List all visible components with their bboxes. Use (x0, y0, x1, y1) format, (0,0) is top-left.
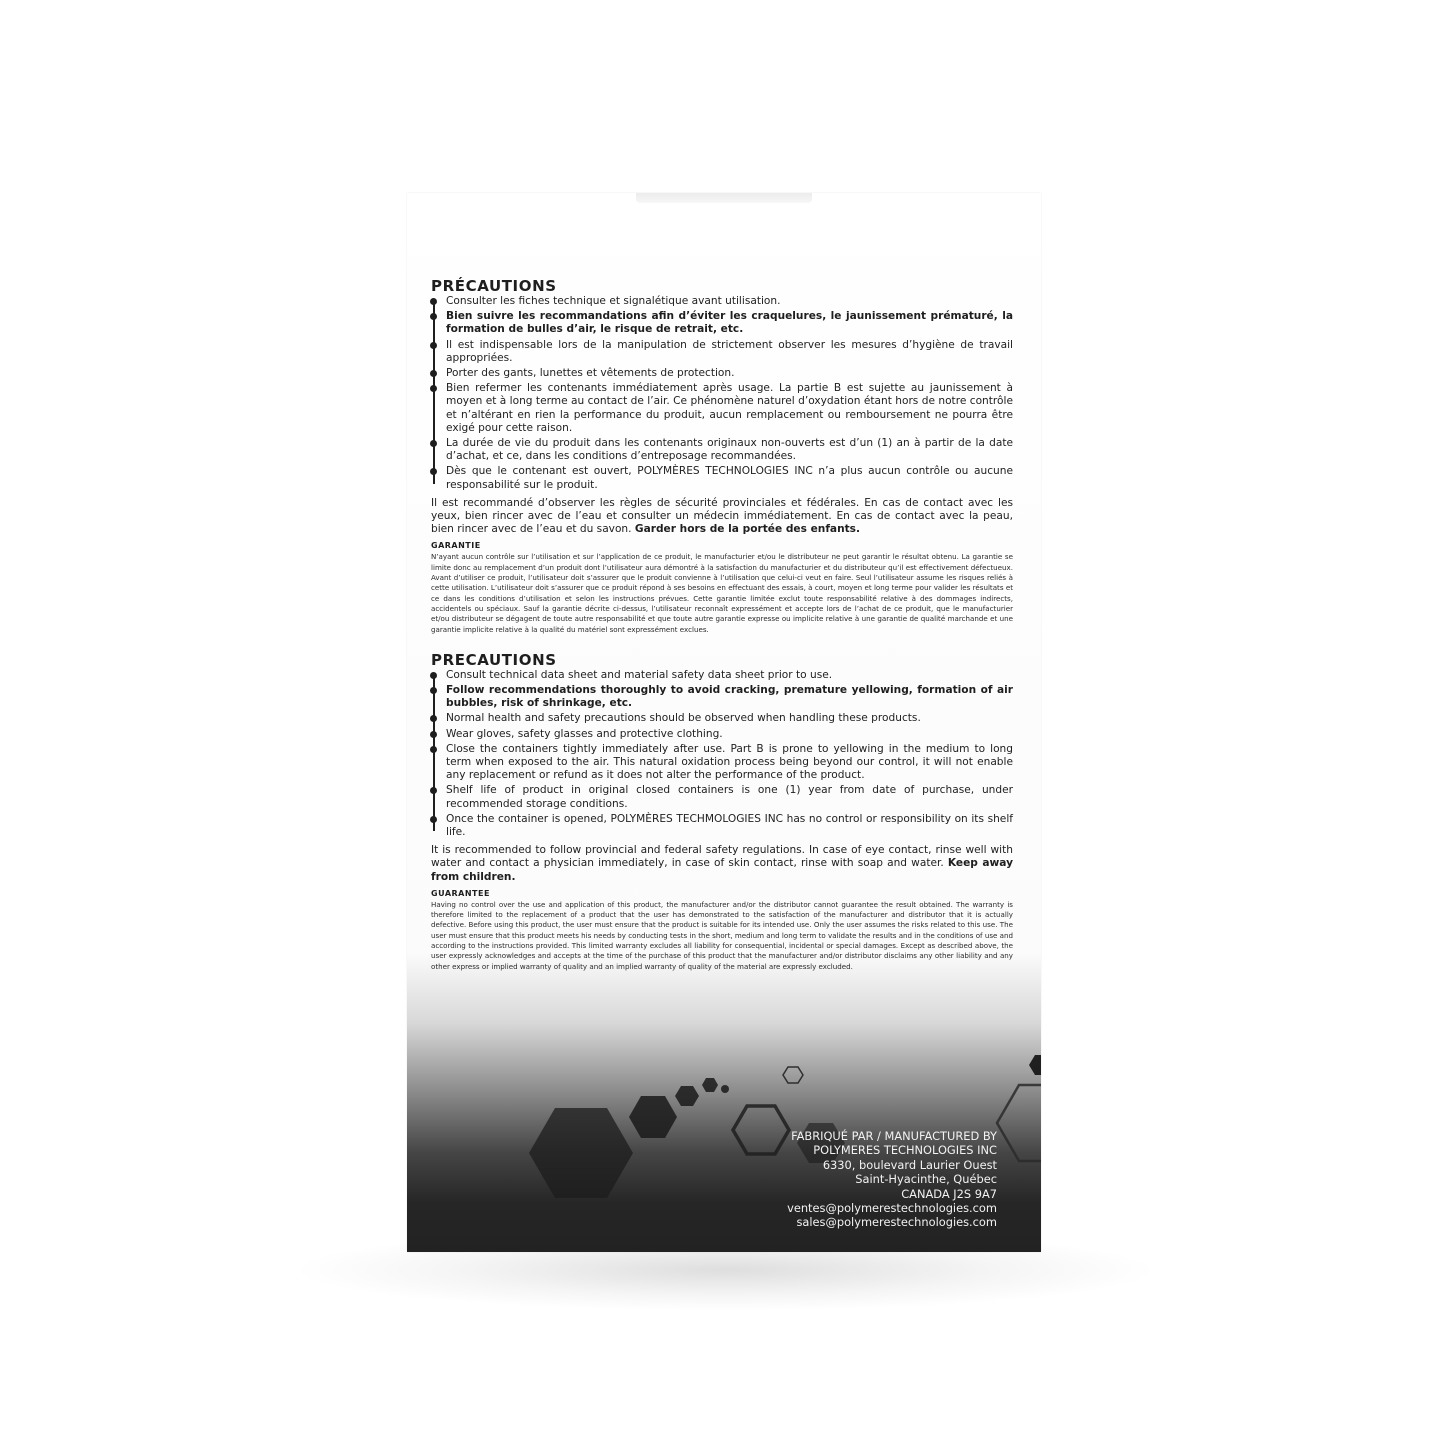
safety-warning-en: Keep away from children. (431, 857, 1014, 883)
manufacturer-company: POLYMERES TECHNOLOGIES INC (813, 1143, 997, 1158)
list-item: Il est indispensable lors de la manipulation de strictement observer les mesures d’hygiène de travail appropriées. (446, 338, 1013, 364)
box-top-tab (636, 193, 812, 203)
list-item: Follow recommendations thoroughly to avoid cracking, premature yellowing, formation of air bubbles, risk of shrinkage, etc. (446, 684, 1013, 710)
list-item: Close the containers tightly immediately after use. Part B is prone to yellowing in the medium to long term when exposed to the air. This natural oxidation process being beyond our control, it will not enable any replacement or refund as it does not alter the performance of the product. (446, 742, 1013, 782)
list-item: Consult technical data sheet and material safety data sheet prior to use. (446, 669, 1013, 682)
list-item: Bien suivre les recommandations afin d’éviter les craquelures, le jaunissement prématuré, la formation de bulles d’air, le risque de retrait, etc. (446, 310, 1013, 336)
list-item: Wear gloves, safety glasses and protective clothing. (446, 728, 1013, 741)
guarantee-title-en: GUARANTEE (431, 888, 490, 898)
list-item: Consulter les fiches technique et signalétique avant utilisation. (446, 295, 1013, 308)
list-item: Dès que le contenant est ouvert, POLYMÈRES TECHNOLOGIES INC n’a plus aucun contrôle ou aucune responsabilité sur le produit. (446, 465, 1013, 491)
manufacturer-address (787, 1129, 997, 1230)
precautions-list-fr (431, 295, 1013, 492)
safety-text-fr: Il est recommandé d’observer les règles de sécurité provinciales et fédérales. En cas de contact avec les yeux, bien rincer avec de l’eau et consulter un médecin immédiatement. En cas de contact avec la peau, bien rincer avec de l’eau et du savon. (431, 496, 1013, 536)
precautions-title-fr: PRÉCAUTIONS (431, 277, 557, 295)
safety-warning-fr: Garder hors de la portée des enfants. (634, 523, 861, 536)
precautions-title-en: PRECAUTIONS (431, 650, 557, 669)
product-box-back (407, 193, 1041, 1252)
list-item: Porter des gants, lunettes et vêtements de protection. (446, 367, 1013, 380)
safety-paragraph-fr (431, 497, 1013, 537)
guarantee-text-en: Having no control over the use and application of this product, the manufacturer and/or the distributor cannot guarantee the result obtained. The warranty is therefore limited to the replacement of a product that the user has demonstrated to the satisfaction of the manufacturer and distributor that it is actually defective. Before using this product, the user must ensure that the product is suitable for its intended use. Only the user assumes the risks related to this use. The user must ensure that this product meets his needs by conducting tests in the short, medium and long term to validate the results and in the conditions of use and according to the instructions provided. This limited warranty excludes all liability for consequential, incidental or special damages. Except as described above, the user expressly acknowledges and accepts at the time of the purchase of this product that the manufacturer and/or distributor disclaims any other liability and any other express or implied warranty of quality and an implied warranty of quality of the material are expressly excluded. (431, 899, 1013, 971)
guarantee-title-fr: GARANTIE (431, 541, 481, 551)
sales-email-en: sales@polymerestechnologies.com (796, 1215, 997, 1230)
sales-email-fr: ventes@polymerestechnologies.com (787, 1201, 997, 1216)
list-item: Shelf life of product in original closed containers is one (1) year from date of purchase, under recommended storage conditions. (446, 784, 1013, 810)
manufacturer-city: Saint-Hyacinthe, Québec (855, 1172, 997, 1187)
label-content (431, 277, 1013, 972)
english-section (431, 651, 1013, 972)
safety-text-en: It is recommended to follow provincial and federal safety regulations. In case of eye contact, rinse well with water and contact a physician immediately, in case of skin contact, rinse with soap and water. (431, 844, 1013, 870)
manufacturer-street: 6330, boulevard Laurier Ouest (822, 1157, 997, 1172)
french-section (431, 277, 1013, 635)
precautions-list-en (431, 669, 1013, 839)
list-item: Once the container is opened, POLYMÈRES TECHMOLOGIES INC has no control or responsibility on its shelf life. (446, 812, 1013, 839)
list-item: La durée de vie du produit dans les contenants originaux non-ouverts est d’un (1) an à partir de la date d’achat, et ce, dans les conditions d’entreposage recommandées. (446, 437, 1013, 463)
manufacturer-country-postal: CANADA J2S 9A7 (901, 1186, 997, 1201)
manufacturer-label: FABRIQUÉ PAR / MANUFACTURED BY (791, 1129, 997, 1143)
list-item: Bien refermer les contenants immédiatement après usage. La partie B est sujette au jaunissement à moyen et à long terme au contact de l’air. Ce phénomène naturel d’oxydation étant hors de notre contrôle et n’altérant en rien la performance du produit, aucun remplacement ou remboursement ne pourra être exigé pour cette raison. (446, 382, 1013, 434)
guarantee-text-fr: N’ayant aucun contrôle sur l’utilisation et sur l’application de ce produit, le manufacturier et/ou le distributeur ne peut garantir le résultat obtenu. La garantie se limite donc au remplacement d’un produit dont l’utilisateur aura démontré à la satisfaction du manufacturier et du distributeur qu’il est effectivement défectueux. Avant d’utiliser ce produit, l’utilisateur doit s’assurer que le produit convienne à l’utilisation que celui-ci veut en faire. Seul l’utilisateur assume les risques reliés à cette utilisation. L’utilisateur doit s’assurer que ce produit répond à ses besoins en effectuant des essais, à court, moyen et long terme pour valider les résultats et ce dans les conditions d’utilisation et selon les instructions prévues. Cette garantie limitée exclut toute responsabilité relative à des dommages indirects, accidentels ou spéciaux. Sauf la garantie décrite ci-dessus, l’utilisateur reconnaît expressément et accepte lors de l’achat de ce produit, que le manufacturier et/ou distributeur se dégagent de toute autre responsabilité et que toute autre garantie expresse ou implicite relative à une garantie de qualité marchande et une garantie implicite relative à la qualité du matériel sont expressément exclues. (431, 552, 1013, 634)
safety-paragraph-en (431, 844, 1013, 884)
list-item: Normal health and safety precautions should be observed when handling these products. (446, 712, 1013, 725)
